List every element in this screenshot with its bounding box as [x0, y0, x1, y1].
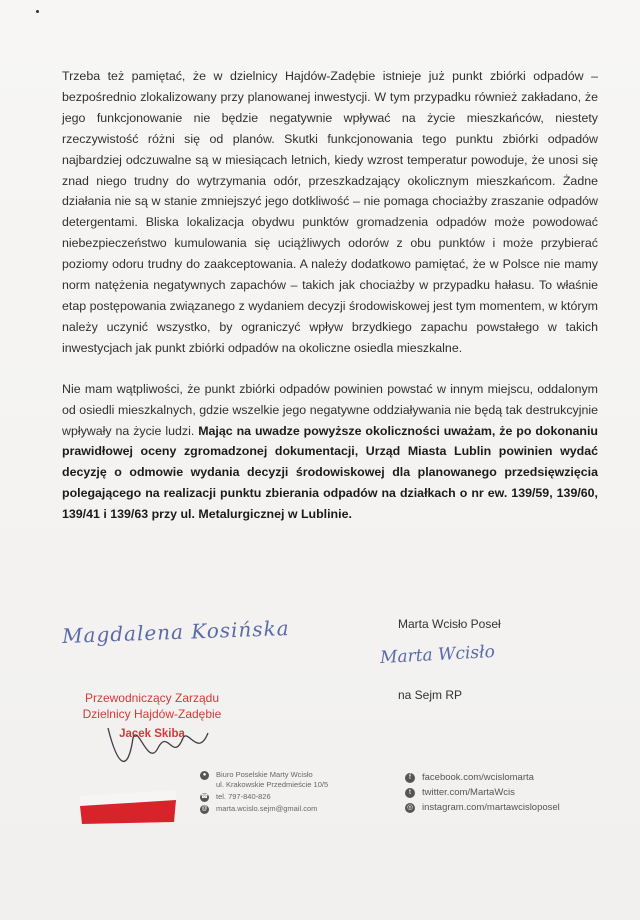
poslanka-name: Marta Wcisło Poseł: [398, 617, 501, 631]
footer-office-row: [200, 770, 328, 790]
page-dot: [36, 10, 39, 13]
phone-icon: ☎: [200, 794, 209, 800]
poslanka-role: na Sejm RP: [398, 688, 463, 702]
footer-phone: tel. 797-840-826: [216, 792, 271, 801]
closing-bold-text: Mając na uwadze powyższe okoliczności uważam, że po dokonaniu prawidłowej oceny zgromadzonej dokumentacji, Urząd Miasta Lublin powinien wydać decyzję o odmowie wydania decyzji środowiskowej dla planowanego przedsięwzięcia polegającego na realizacji punktu zbierania odpadów na działkach o nr ew. 139/59, 139/60, 139/41 i 139/63 przy ul. Metalurgicznej w Lublinie.: [62, 423, 598, 522]
footer-twitter: twitter.com/MartaWcis: [422, 787, 515, 798]
twitter-icon: t: [405, 788, 415, 798]
footer-office-line-1: Biuro Poselskie Marty Wcisło: [216, 770, 313, 779]
footer-facebook: facebook.com/wcislomarta: [422, 772, 534, 783]
footer-instagram: instagram.com/martawcisloposel: [422, 802, 560, 813]
letter-body: [62, 66, 598, 545]
footer-contact-right: [405, 770, 560, 815]
facebook-icon: f: [405, 773, 415, 783]
paragraph-1: Trzeba też pamiętać, że w dzielnicy Hajdów-Zadębie istnieje już punkt zbiórki odpadów – bezpośrednio zlokalizowany przy planowanej inwestycji. W tym przypadku również zakładano, że jego funkcjonowanie nie będzie negatywnie wpływać na życie mieszkańców, niestety rzeczywistość różni się od planów. Skutki funkcjonowania tego punktu zbiórki odpadów najbardziej odczuwalne są w miesiącach letnich, kiedy wzrost temperatur powoduje, że unosi się znad niego trudny do wytrzymania odór, przeszkadzający okolicznym mieszkańcom. Żadne działania nie są w stanie zmniejszyć jego dotkliwość – nie pomaga chociażby zraszanie odpadów detergentami. Bliska lokalizacja obydwu punktów gromadzenia odpadów może powodować niebezpieczeństwo kumulowania się uciążliwych odorów z obu punktów i może przybierać poziomy odoru trudny do zaakceptowania. A należy dodatkowo pamiętać, że w Polsce nie mamy norm natężenia negatywnych zapachów – takich jak chociażby w przypadku hałasu. To właśnie etap postępowania związanego z wydaniem decyzji środowiskowej jest tym momentem, w którym należy uczynić wszystko, by ograniczyć wpływ brzydkiego zapachu powstałego w takich inwestycjach jak punkt zbiórki odpadów na okoliczne osiedla mieszkalne.: [62, 69, 598, 355]
stamp-line-2: Dzielnicy Hajdów-Zadębie: [82, 707, 222, 721]
email-icon: @: [201, 806, 208, 812]
signature-left: Magdalena Kosińska: [61, 616, 290, 648]
location-icon: ●: [200, 771, 209, 780]
instagram-icon: ◎: [406, 803, 414, 811]
footer-instagram-row: [405, 800, 560, 815]
footer-facebook-row: [405, 770, 560, 785]
footer-email: marta.wcislo.sejm@gmail.com: [216, 804, 318, 813]
stamp-name: Jacek Skiba: [119, 728, 185, 740]
polish-flag-graphic: [78, 786, 178, 826]
closing-plain-text: Nie mam wątpliwości, że punkt zbiórki odpadów powinien powstać w innym miejscu, oddalonym od osiedli mieszkalnych, gdzie wszelkie jego negatywne oddziaływania nie będą tak destrukcyjnie wpływały na życie ludzi.: [62, 381, 598, 438]
footer-phone-row: [200, 792, 328, 802]
poslanka-signature: Marta Wcisło: [379, 642, 496, 668]
paragraph-2: [62, 379, 598, 525]
footer-twitter-row: [405, 785, 560, 800]
footer-contact-left: [200, 770, 328, 816]
stamp-signature-scribble: [98, 718, 218, 778]
footer-email-row: [200, 804, 328, 814]
stamp-line-1: Przewodniczący Zarządu: [84, 691, 220, 705]
footer-office-line-2: ul. Krakowskie Przedmieście 10/5: [216, 780, 329, 789]
